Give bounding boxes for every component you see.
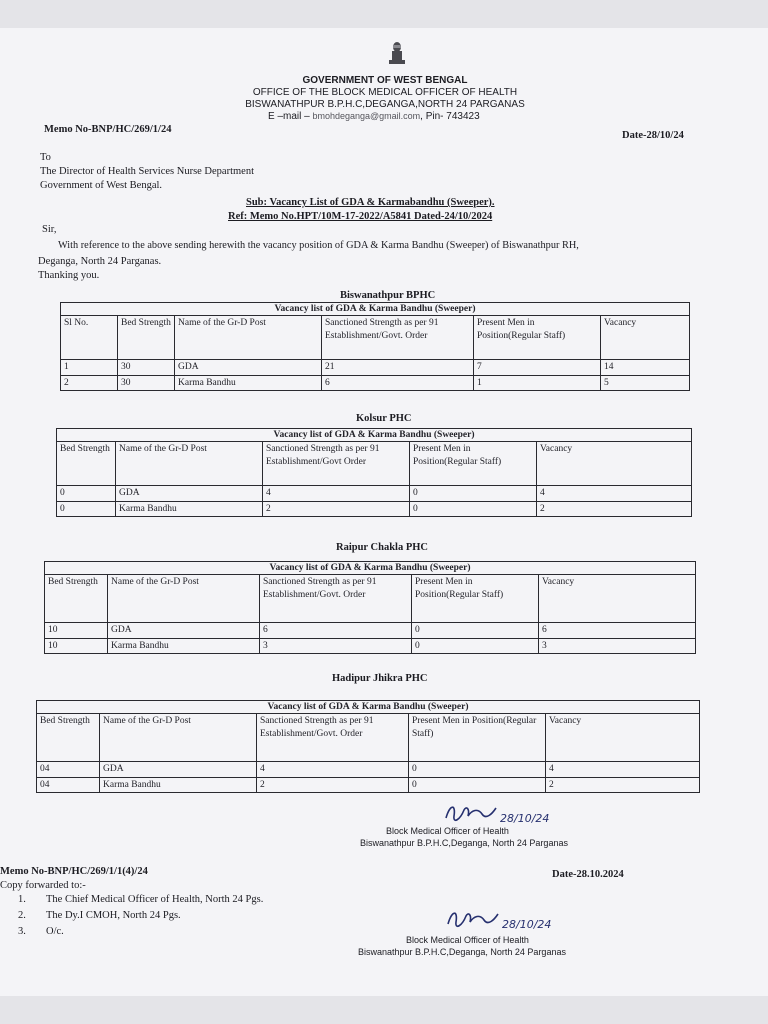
table-header-row [45,575,696,623]
table-cell: 0 [412,623,539,638]
column-header: Present Men in Position(Regular Staff) [409,714,546,762]
table-cell: 0 [410,486,537,501]
table-cell: 4 [546,762,700,777]
salutation: Sir, [42,224,57,235]
memo-date: Date-28/10/24 [622,130,684,141]
column-header: Name of the Gr-D Post [100,714,257,762]
table-row [37,777,700,792]
letterhead-contact [268,111,480,122]
table-header-row [57,442,692,486]
table-cell: Karma Bandhu [116,501,263,516]
column-header: Name of the Gr-D Post [116,442,263,486]
table-cell: 2 [546,777,700,792]
email-label: E –mail – [268,111,310,122]
vacancy-table [36,700,700,793]
vacancy-table [60,302,690,391]
state-emblem-icon [386,40,408,68]
table-cell: 14 [601,360,690,375]
table-caption-row [57,429,692,442]
copy-item-text: The Chief Medical Officer of Health, North 24 Pgs. [46,894,264,905]
reference-line: Ref: Memo No.HPT/10M-17-2022/A5841 Dated-24/10/2024 [228,211,493,222]
table-cell: 30 [118,360,175,375]
facility-title: Raipur Chakla PHC [336,542,428,553]
table-cell: 1 [474,375,601,390]
table-caption: Vacancy list of GDA & Karma Bandhu (Sweeper) [37,701,700,714]
column-header: Sanctioned Strength as per 91 Establishment/Govt. Order [260,575,412,623]
table-cell: 4 [537,486,692,501]
table-cell: 2 [263,501,410,516]
memo-number-2: Memo No-BNP/HC/269/1/1(4)/24 [0,866,148,877]
body-line-2: Deganga, North 24 Parganas. [38,256,162,267]
facility-title: Biswanathpur BPHC [340,290,436,301]
table-cell: 2 [61,375,118,390]
facility-title: Hadipur Jhikra PHC [332,673,428,684]
table-cell: 0 [412,638,539,653]
column-header: Name of the Gr-D Post [175,316,322,360]
vacancy-table [56,428,692,517]
column-header: Sanctioned Strength as per 91 Establishment/Govt. Order [322,316,474,360]
letterhead-office: OFFICE OF THE BLOCK MEDICAL OFFICER OF HEALTH [252,87,518,98]
table-row [57,501,692,516]
signatory-title: Block Medical Officer of Health [406,935,529,945]
column-header: Sl No. [61,316,118,360]
table-caption: Vacancy list of GDA & Karma Bandhu (Sweeper) [45,562,696,575]
closing: Thanking you. [38,270,100,281]
table-cell: Karma Bandhu [100,777,257,792]
table-cell: 0 [410,501,537,516]
column-header: Bed Strength [57,442,116,486]
memo-date-2: Date-28.10.2024 [552,869,624,880]
table-cell: GDA [175,360,322,375]
table-cell: Karma Bandhu [175,375,322,390]
column-header: Sanctioned Strength as per 91 Establishment/Govt Order [263,442,410,486]
copy-forwarded-label: Copy forwarded to:- [0,880,86,891]
to-label: To [40,152,51,163]
column-header: Vacancy [537,442,692,486]
letterhead-government: GOVERNMENT OF WEST BENGAL [302,75,468,86]
signature-date: 28/10/24 [500,812,550,825]
table-cell: 0 [409,777,546,792]
table-cell: 6 [322,375,474,390]
table-cell: 4 [263,486,410,501]
table-cell: 0 [57,486,116,501]
table-caption-row [45,562,696,575]
column-header: Bed Strength [118,316,175,360]
copy-item-number: 1. [18,894,26,905]
column-header: Vacancy [601,316,690,360]
table-cell: 7 [474,360,601,375]
table-cell: GDA [100,762,257,777]
body-line-1: With reference to the above sending herewith the vacancy position of GDA & Karma Bandhu (Sweeper) of Biswanathpur RH, [58,240,579,251]
table-cell: 3 [539,638,696,653]
table-cell: 04 [37,777,100,792]
column-header: Present Men in Position(Regular Staff) [410,442,537,486]
column-header: Present Men in Position(Regular Staff) [474,316,601,360]
letterhead-address: BISWANATHPUR B.P.H.C,DEGANGA,NORTH 24 PARGANAS [245,99,525,110]
email-address: bmohdeganga@gmail.com [312,111,421,121]
column-header: Sanctioned Strength as per 91 Establishment/Govt. Order [257,714,409,762]
addressee-line-1: The Director of Health Services Nurse Department [40,166,254,177]
table-cell: 10 [45,623,108,638]
table-cell: 0 [409,762,546,777]
table-row [37,762,700,777]
signature-date: 28/10/24 [502,918,552,931]
signatory-place: Biswanathpur B.P.H.C,Deganga, North 24 Parganas [358,947,566,957]
table-cell: 04 [37,762,100,777]
table-cell: GDA [108,623,260,638]
addressee-line-2: Government of West Bengal. [40,180,163,191]
table-caption-row [61,303,690,316]
signatory-place: Biswanathpur B.P.H.C,Deganga, North 24 Parganas [360,838,568,848]
table-cell: 6 [539,623,696,638]
table-cell: 21 [322,360,474,375]
copy-item-number: 2. [18,910,26,921]
table-cell: 30 [118,375,175,390]
table-cell: 1 [61,360,118,375]
table-header-row [61,316,690,360]
pin-code: , Pin- 743423 [420,111,480,122]
table-caption: Vacancy list of GDA & Karma Bandhu (Sweeper) [61,303,690,316]
memo-number: Memo No-BNP/HC/269/1/24 [44,124,172,135]
subject-line: Sub: Vacancy List of GDA & Karmabandhu (Sweeper). [246,197,495,208]
copy-item-text: The Dy.I CMOH, North 24 Pgs. [46,910,181,921]
facility-title: Kolsur PHC [356,413,412,424]
column-header: Vacancy [539,575,696,623]
table-cell: 4 [257,762,409,777]
table-cell: 5 [601,375,690,390]
table-cell: 3 [260,638,412,653]
table-row [45,638,696,653]
table-cell: 2 [537,501,692,516]
copy-item-text: O/c. [46,926,64,937]
column-header: Name of the Gr-D Post [108,575,260,623]
table-cell: GDA [116,486,263,501]
table-caption-row [37,701,700,714]
vacancy-table [44,561,696,654]
table-row [45,623,696,638]
table-caption: Vacancy list of GDA & Karma Bandhu (Sweeper) [57,429,692,442]
column-header: Bed Strength [37,714,100,762]
table-row [61,375,690,390]
table-header-row [37,714,700,762]
column-header: Present Men in Position(Regular Staff) [412,575,539,623]
table-cell: 2 [257,777,409,792]
table-cell: 10 [45,638,108,653]
copy-item-number: 3. [18,926,26,937]
column-header: Bed Strength [45,575,108,623]
handwritten-signature [444,906,554,936]
table-cell: Karma Bandhu [108,638,260,653]
table-row [61,360,690,375]
table-cell: 6 [260,623,412,638]
table-cell: 0 [57,501,116,516]
table-row [57,486,692,501]
column-header: Vacancy [546,714,700,762]
signatory-title: Block Medical Officer of Health [386,826,509,836]
